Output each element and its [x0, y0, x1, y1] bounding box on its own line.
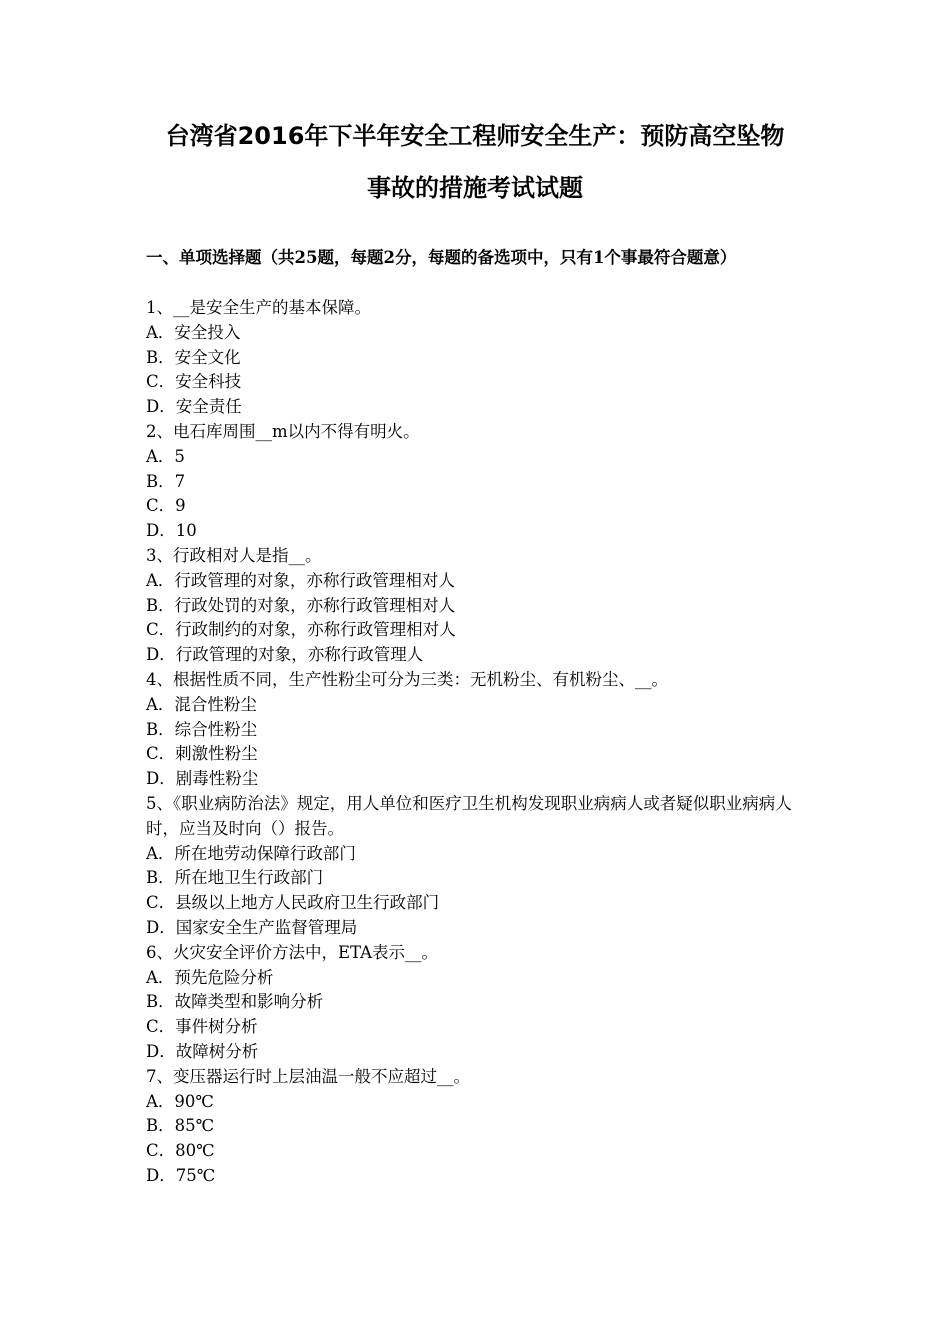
question-6	[146, 941, 816, 1065]
option-a: A．所在地劳动保障行政部门	[146, 843, 356, 863]
option-d: D．75℃	[146, 1165, 216, 1185]
option-c: C．事件树分析	[146, 1017, 258, 1037]
option-d: D．安全责任	[146, 397, 242, 417]
option-d: D．剧毒性粉尘	[146, 769, 259, 789]
document-title-line-1: 台湾省2016年下半年安全工程师安全生产：预防高空坠物	[165, 122, 785, 150]
question-5	[146, 792, 816, 941]
option-d: D．10	[146, 521, 197, 541]
question-stem: 4、根据性质不同，生产性粉尘可分为三类：无机粉尘、有机粉尘、__。	[146, 669, 668, 689]
question-list	[146, 296, 816, 1189]
option-c: C．行政制约的对象，亦称行政管理相对人	[146, 620, 456, 640]
option-c: C．80℃	[146, 1141, 215, 1161]
option-a: A．安全投入	[146, 322, 241, 342]
option-c: C．安全科技	[146, 372, 242, 392]
option-b: B．7	[146, 471, 186, 491]
option-d: D．国家安全生产监督管理局	[146, 917, 358, 937]
option-b: B．故障类型和影响分析	[146, 992, 324, 1012]
question-stem: 6、火灾安全评价方法中，ETA表示__。	[146, 942, 439, 962]
option-a: A．预先危险分析	[146, 967, 274, 987]
question-stem: 2、电石库周围__m以内不得有明火。	[146, 421, 420, 441]
question-3	[146, 544, 816, 668]
question-stem: 7、变压器运行时上层油温一般不应超过__。	[146, 1066, 470, 1086]
document-title-line-2: 事故的措施考试试题	[367, 174, 583, 202]
option-d: D．行政管理的对象，亦称行政管理人	[146, 645, 424, 665]
question-7	[146, 1065, 816, 1189]
option-c: C．刺激性粉尘	[146, 744, 258, 764]
question-2	[146, 420, 816, 544]
option-a: A．混合性粉尘	[146, 694, 257, 714]
question-stem: 1、__是安全生产的基本保障。	[146, 298, 371, 317]
option-d: D．故障树分析	[146, 1041, 259, 1061]
option-a: A．5	[146, 446, 185, 466]
option-c: C．县级以上地方人民政府卫生行政部门	[146, 893, 440, 913]
option-c: C．9	[146, 496, 186, 516]
question-stem: 3、行政相对人是指__。	[146, 545, 322, 565]
question-stem: 5、《职业病防治法》规定，用人单位和医疗卫生机构发现职业病病人或者疑似职业病病人时，应当及时向（）报告。	[146, 793, 792, 838]
option-b: B．安全文化	[146, 347, 241, 367]
question-1	[146, 296, 816, 420]
option-a: A．行政管理的对象，亦称行政管理相对人	[146, 570, 455, 590]
section-heading: 一、单项选择题（共25题，每题2分，每题的备选项中，只有1个事最符合题意）	[146, 248, 737, 267]
question-4	[146, 668, 816, 792]
option-b: B．85℃	[146, 1116, 215, 1136]
option-b: B．行政处罚的对象，亦称行政管理相对人	[146, 595, 456, 615]
option-b: B．综合性粉尘	[146, 719, 258, 739]
option-b: B．所在地卫生行政部门	[146, 868, 324, 888]
option-a: A．90℃	[146, 1091, 214, 1111]
